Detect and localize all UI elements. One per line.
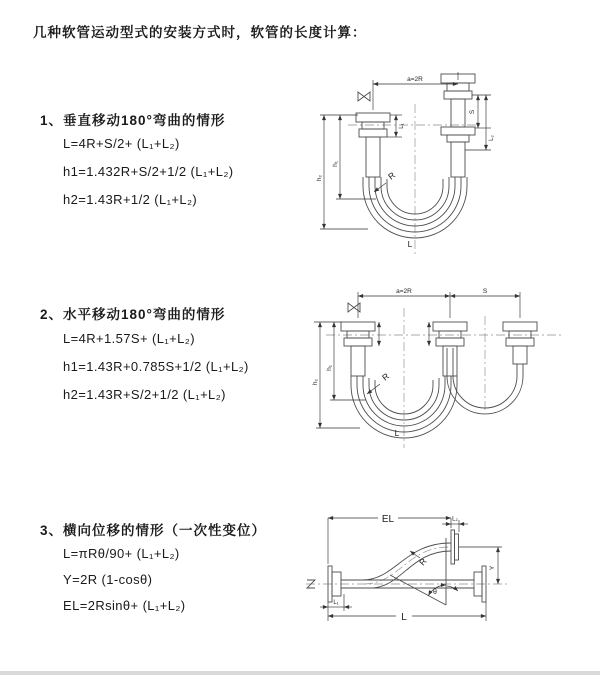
horizontal-180-bend-diagram <box>308 280 593 458</box>
radius-label: R <box>417 556 429 568</box>
l1-label: L₁ <box>333 600 339 606</box>
dim-radius <box>367 371 391 394</box>
h2-label: h₂ <box>316 174 323 182</box>
left-fitting <box>341 322 375 346</box>
centerlines <box>326 308 563 448</box>
dim-length <box>328 602 486 623</box>
dim-s-l2 <box>465 95 495 150</box>
vertical-180-bend-diagram <box>310 66 580 261</box>
centerlines <box>306 547 508 584</box>
dim-l1 <box>320 594 352 611</box>
length-label: L <box>394 428 400 438</box>
span-label: a=2R <box>396 288 412 295</box>
h2-label: h₂ <box>312 378 319 386</box>
span-label: a=2R <box>407 76 423 83</box>
dim-radius <box>374 170 397 192</box>
l2-label: L₂ <box>452 516 458 523</box>
dim-span-s <box>358 288 520 318</box>
dim-l2 <box>442 517 468 533</box>
section-1-formula-h2: h2=1.43R+1/2 (L₁+L₂) <box>63 192 198 207</box>
radius-label: R <box>386 169 398 182</box>
length-label: L <box>407 239 413 249</box>
section-1-formula-L: L=4R+S/2+ (L₁+L₂) <box>63 136 180 151</box>
radius-label: R <box>380 370 392 383</box>
top-right-flange-displaced-position <box>451 530 459 564</box>
section-2-formula-h1: h1=1.43R+0.785S+1/2 (L₁+L₂) <box>63 359 249 374</box>
left-hose-braid <box>351 346 365 376</box>
right-hose-braid <box>451 142 465 177</box>
section-3-heading: 3、横向位移的情形（一次性变位） <box>40 523 267 538</box>
middle-hose-braid <box>443 346 457 376</box>
right-fitting <box>503 322 537 364</box>
dim-el <box>328 514 451 564</box>
section-1-heading: 1、垂直移动180°弯曲的情形 <box>40 113 226 128</box>
section-2-formula-h2: h2=1.43R+S/2+1/2 (L₁+L₂) <box>63 387 226 402</box>
s-label: S <box>469 109 476 115</box>
lateral-displacement-diagram <box>298 494 598 656</box>
l2-label: L₂ <box>489 135 495 141</box>
dim-heights <box>316 115 376 229</box>
section-2-heading: 2、水平移动180°弯曲的情形 <box>40 307 226 322</box>
section-2-formula-L: L=4R+1.57S+ (L₁+L₂) <box>63 331 195 346</box>
middle-fitting <box>433 322 467 346</box>
section-3-formula-L: L=πRθ/90+ (L₁+L₂) <box>63 546 180 561</box>
el-label: EL <box>381 514 395 525</box>
section-1-formula-h1: h1=1.432R+S/2+1/2 (L₁+L₂) <box>63 164 234 179</box>
valve-icon <box>358 92 370 101</box>
section-3-formula-Y: Y=2R (1-cosθ) <box>63 572 153 587</box>
page-bottom-edge <box>0 671 600 675</box>
section-3-formula-EL: EL=2Rsinθ+ (L₁+L₂) <box>63 598 186 613</box>
h1-label: h₁ <box>332 161 339 167</box>
length-label: L <box>401 612 407 623</box>
y-label: Y <box>489 565 496 571</box>
left-hose-braid <box>366 137 380 177</box>
page-title: 几种软管运动型式的安装方式时，软管的长度计算： <box>33 25 367 40</box>
theta-label: θ <box>433 589 437 596</box>
l1-label: L₁ <box>399 123 405 129</box>
s-label: S <box>482 288 488 295</box>
curved-hose-displaced <box>362 543 451 588</box>
h1-label: h₁ <box>326 365 333 371</box>
dim-y <box>459 547 502 584</box>
